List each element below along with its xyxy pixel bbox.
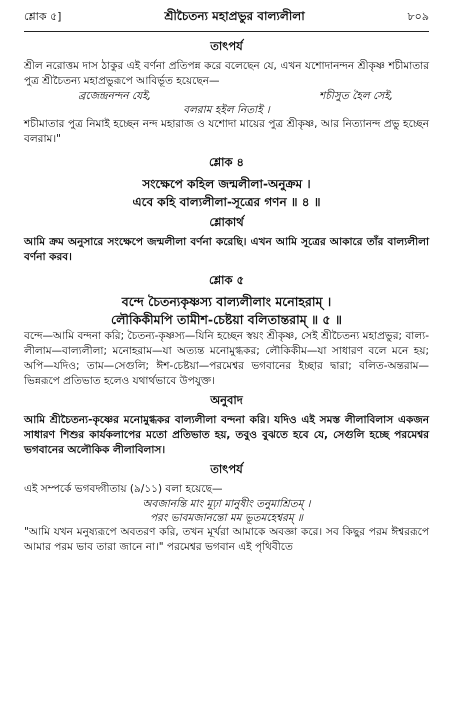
quote-line-2: বলরাম হইল নিতাই ।: [183, 104, 270, 116]
purport-paragraph: শ্রীল নরোত্তম দাস ঠাকুর এই বর্ণনা প্রতিপন্ন করে বলেছেন যে, এখন যশোদানন্দন শ্রীকৃষ্ণ শচীমাতার পুত্র শ্রীচৈতন্য মহাপ্রভুরূপে আবির্ভূত হয়েছেন—: [24, 60, 429, 87]
running-header: [24, 8, 429, 28]
purport-heading: তাৎপর্য: [210, 39, 243, 53]
verse-5-line-1: বন্দে চৈতন্যকৃষ্ণস্য বাল্যলীলাং মনোহরাম্ ।: [121, 294, 332, 309]
verse-5-translation-heading: অনুবাদ: [210, 393, 243, 407]
verse-5-line-2: লৌকিকীমপি তামীশ-চেষ্টয়া বলিতান্তরাম্ ॥ ৫ ॥: [111, 312, 342, 327]
verse-5-translation: আমি শ্রীচৈতন্য-কৃষ্ণের মনোমুগ্ধকর বাল্যলীলা বন্দনা করি। যদিও এই সমস্ত লীলাবিলাস একজন সাধারণ শিশুর কার্যকলাপের মতো প্রতিভাত হয়, তবুও বুঝতে হবে যে, সেগুলি হচ্ছে পরমেশ্বর ভগবানের অলৌকিক লীলাবিলাস।: [24, 414, 429, 456]
gita-quote-line-1: অবজানন্তি মাং মূঢ়া মানুষীং তনুমাশ্রিতম্ ।: [142, 498, 311, 510]
gita-quote-line-2: পরং ভাবমজানন্তো মম ভূতমহেশ্বরম্ ॥: [150, 512, 303, 524]
verse-5-heading: শ্লোক ৫: [208, 273, 245, 287]
purport-2-paragraph: "আমি যখন মনুষ্যরূপে অবতরণ করি, তখন মূর্খরা আমাকে অবজ্ঞা করে। সব কিছুর পরম ঈশ্বররূপে আমার পরম ভাব তারা জানে না।" পরমেশ্বর ভগবান এই পৃথিবীতে: [24, 526, 429, 553]
page-number: ৮০৯: [407, 10, 429, 23]
purport-2-heading: তাৎপর্য: [210, 462, 243, 476]
purport-paragraph-2: শচীমাতার পুত্র নিমাই হচ্ছেন নন্দ মহারাজ ও যশোদা মায়ের পুত্র শ্রীকৃষ্ণ, আর নিত্যানন্দ প্রভু হচ্ছেন বলরাম।": [24, 118, 429, 145]
quote-right: শচীসুত হৈল সেই,: [319, 90, 393, 102]
header-verse-ref: শ্লোক ৫]: [24, 10, 62, 23]
verse-4-line-2: এবে কহি বাল্যলীলা-সূত্রের গণন ॥ ৪ ॥: [132, 195, 321, 209]
verse-5-synonyms: বন্দে—আমি বন্দনা করি; চৈতন্য-কৃষ্ণস্য—যিনি হচ্ছেন স্বয়ং শ্রীকৃষ্ণ, সেই শ্রীচৈতন্য মহাপ্রভুর; বাল্য-লীলাম—বাল্যলীলা; মনোহরাম—যা অত্যন্ত মনোমুগ্ধকর; লৌকিকীম—যা সাধারণ বলে মনে হয়; অপি—যদিও; তাম—সেগুলি; ঈশ-চেষ্টয়া—পরমেশ্বর ভগবানের ইচ্ছার দ্বারা; বলিত-অন্তরাম—ভিন্নরূপে প্রতিভাত হলেও যথার্থভাবে উপযুক্ত।: [24, 330, 429, 387]
verse-4-translation-heading: শ্লোকার্থ: [209, 215, 244, 229]
header-rule: [24, 31, 429, 32]
quote-left: ব্রজেন্দ্রনন্দন যেই,: [78, 90, 151, 102]
header-title: শ্রীচৈতন্য মহাপ্রভুর বাল্যলীলা: [164, 9, 305, 23]
verse-4-line-1: সংক্ষেপে কহিল জন্মলীলা-অনুক্রম ।: [142, 177, 311, 191]
verse-4-heading: শ্লোক ৪: [208, 155, 245, 169]
verse-4-translation: আমি ক্রম অনুসারে সংক্ষেপে জন্মলীলা বর্ণনা করেছি। এখন আমি সূত্রের আকারে তাঁর বাল্যলীলা বর্ণনা করব।: [24, 236, 429, 263]
purport-2-intro: এই সম্পর্কে ভগবদ্গীতায় (৯/১১) বলা হয়েছে—: [24, 483, 223, 495]
quote-line-1: [24, 89, 429, 103]
